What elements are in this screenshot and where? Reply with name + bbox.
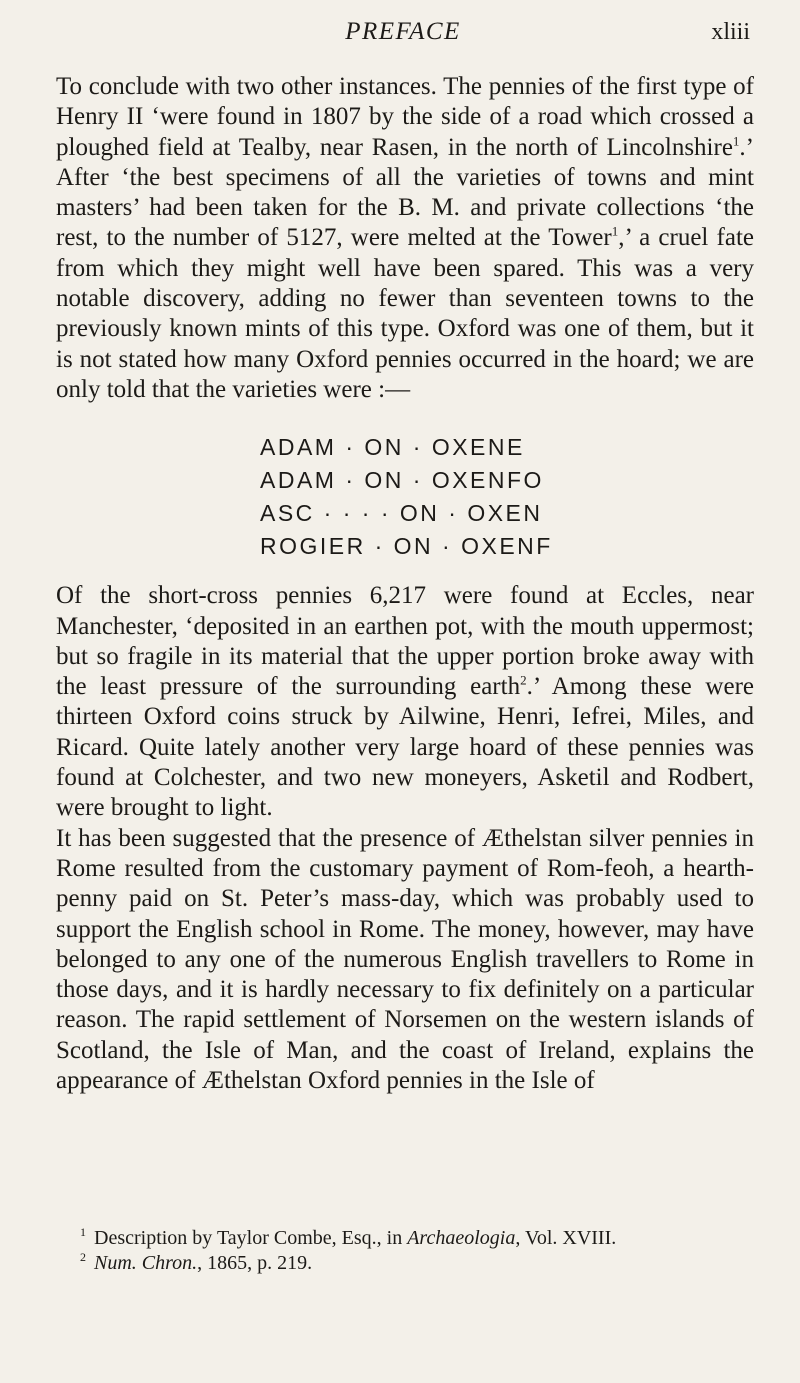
footnote-2 [80, 1251, 760, 1276]
footnote-text: Description by Taylor Combe, Esq., in [94, 1227, 408, 1249]
inscription-line: ASC · · · · ON · OXEN [260, 500, 543, 527]
footnote-text: , 1865, p. 219. [197, 1252, 313, 1274]
paragraph-text: Of the short-cross pennies 6,217 were found at Eccles, near Manchester, ‘deposited in an earthen pot, with the mouth uppermost; but so fragile in its material that the upper portion broke away with the least pressure of the surrounding earth [56, 582, 754, 701]
inscription-line: ADAM · ON · OXENE [260, 434, 525, 461]
paragraph-text: ,’ a cruel fate from which they might well have been spared. This was a very notable discovery, adding no fewer than seventeen towns to the previously known mints of this type. Oxford was one of them, but it is not stated how many Oxford pennies occurred in the hoard; we are only told that the varieties were :— [56, 224, 754, 403]
paragraph-text: .’ After ‘the best specimens of all the varieties of towns and mint masters’ had been taken for the B. M. and private collections ‘the rest, to the number of 5127, were melted at the Tower [56, 133, 754, 252]
paragraph-eccles-hoard [56, 581, 754, 823]
paragraph-text: .’ Among these were thirteen Oxford coins struck by Ailwine, Henri, Iefrei, Miles, and Ricard. Quite lately another very large hoard of these pennies was found at Colchester, and two new moneyers, Asketil and Rodbert, were brought to light. [56, 673, 755, 822]
running-title: PREFACE [345, 18, 461, 45]
coin-inscriptions [56, 431, 754, 563]
paragraph-aethelstan [56, 824, 754, 1097]
paragraph-text: It has been suggested that the presence of Æthelstan silver pennies in Rome resulted from the customary payment of Rom-feoh, a hearth-penny paid on St. Peter’s mass-day, which was probably used to support the English school in Rome. The money, however, may have belonged to any one of the numerous English travellers to Rome in those days, and it is hardly necessary to fix definitely on a particular reason. The rapid settlement of Norsemen on the western islands of Scotland, the Isle of Man, and the coast of Ireland, explains the appearance of Æthelstan Oxford pennies in the Isle of [56, 824, 754, 1095]
body-text [56, 72, 754, 1096]
footnote-ref: 1 [732, 133, 740, 149]
footnote-title: Archaeologia [407, 1227, 516, 1249]
footnote-text: , Vol. XVIII. [515, 1227, 617, 1249]
footnote-ref: 1 [611, 224, 619, 240]
footnotes [80, 1226, 760, 1276]
footnote-1 [80, 1226, 760, 1251]
footnote-mark: 1 [80, 1225, 86, 1240]
running-head [56, 14, 750, 50]
page-number: xliii [711, 19, 750, 45]
footnote-title: Num. Chron. [94, 1252, 198, 1274]
footnote-ref: 2 [520, 672, 527, 688]
inscription-line: ADAM · ON · OXENFO [260, 467, 544, 494]
paragraph-tealby-hoard [56, 72, 754, 405]
paragraph-text: To conclude with two other instances. The pennies of the first type of Henry II ‘were found in 1807 by the side of a road which crossed a ploughed field at Tealby, near Rasen, in the north of Lincolnshire [56, 73, 754, 161]
footnote-mark: 2 [80, 1250, 86, 1265]
inscription-line: ROGIER · ON · OXENF [260, 533, 553, 560]
